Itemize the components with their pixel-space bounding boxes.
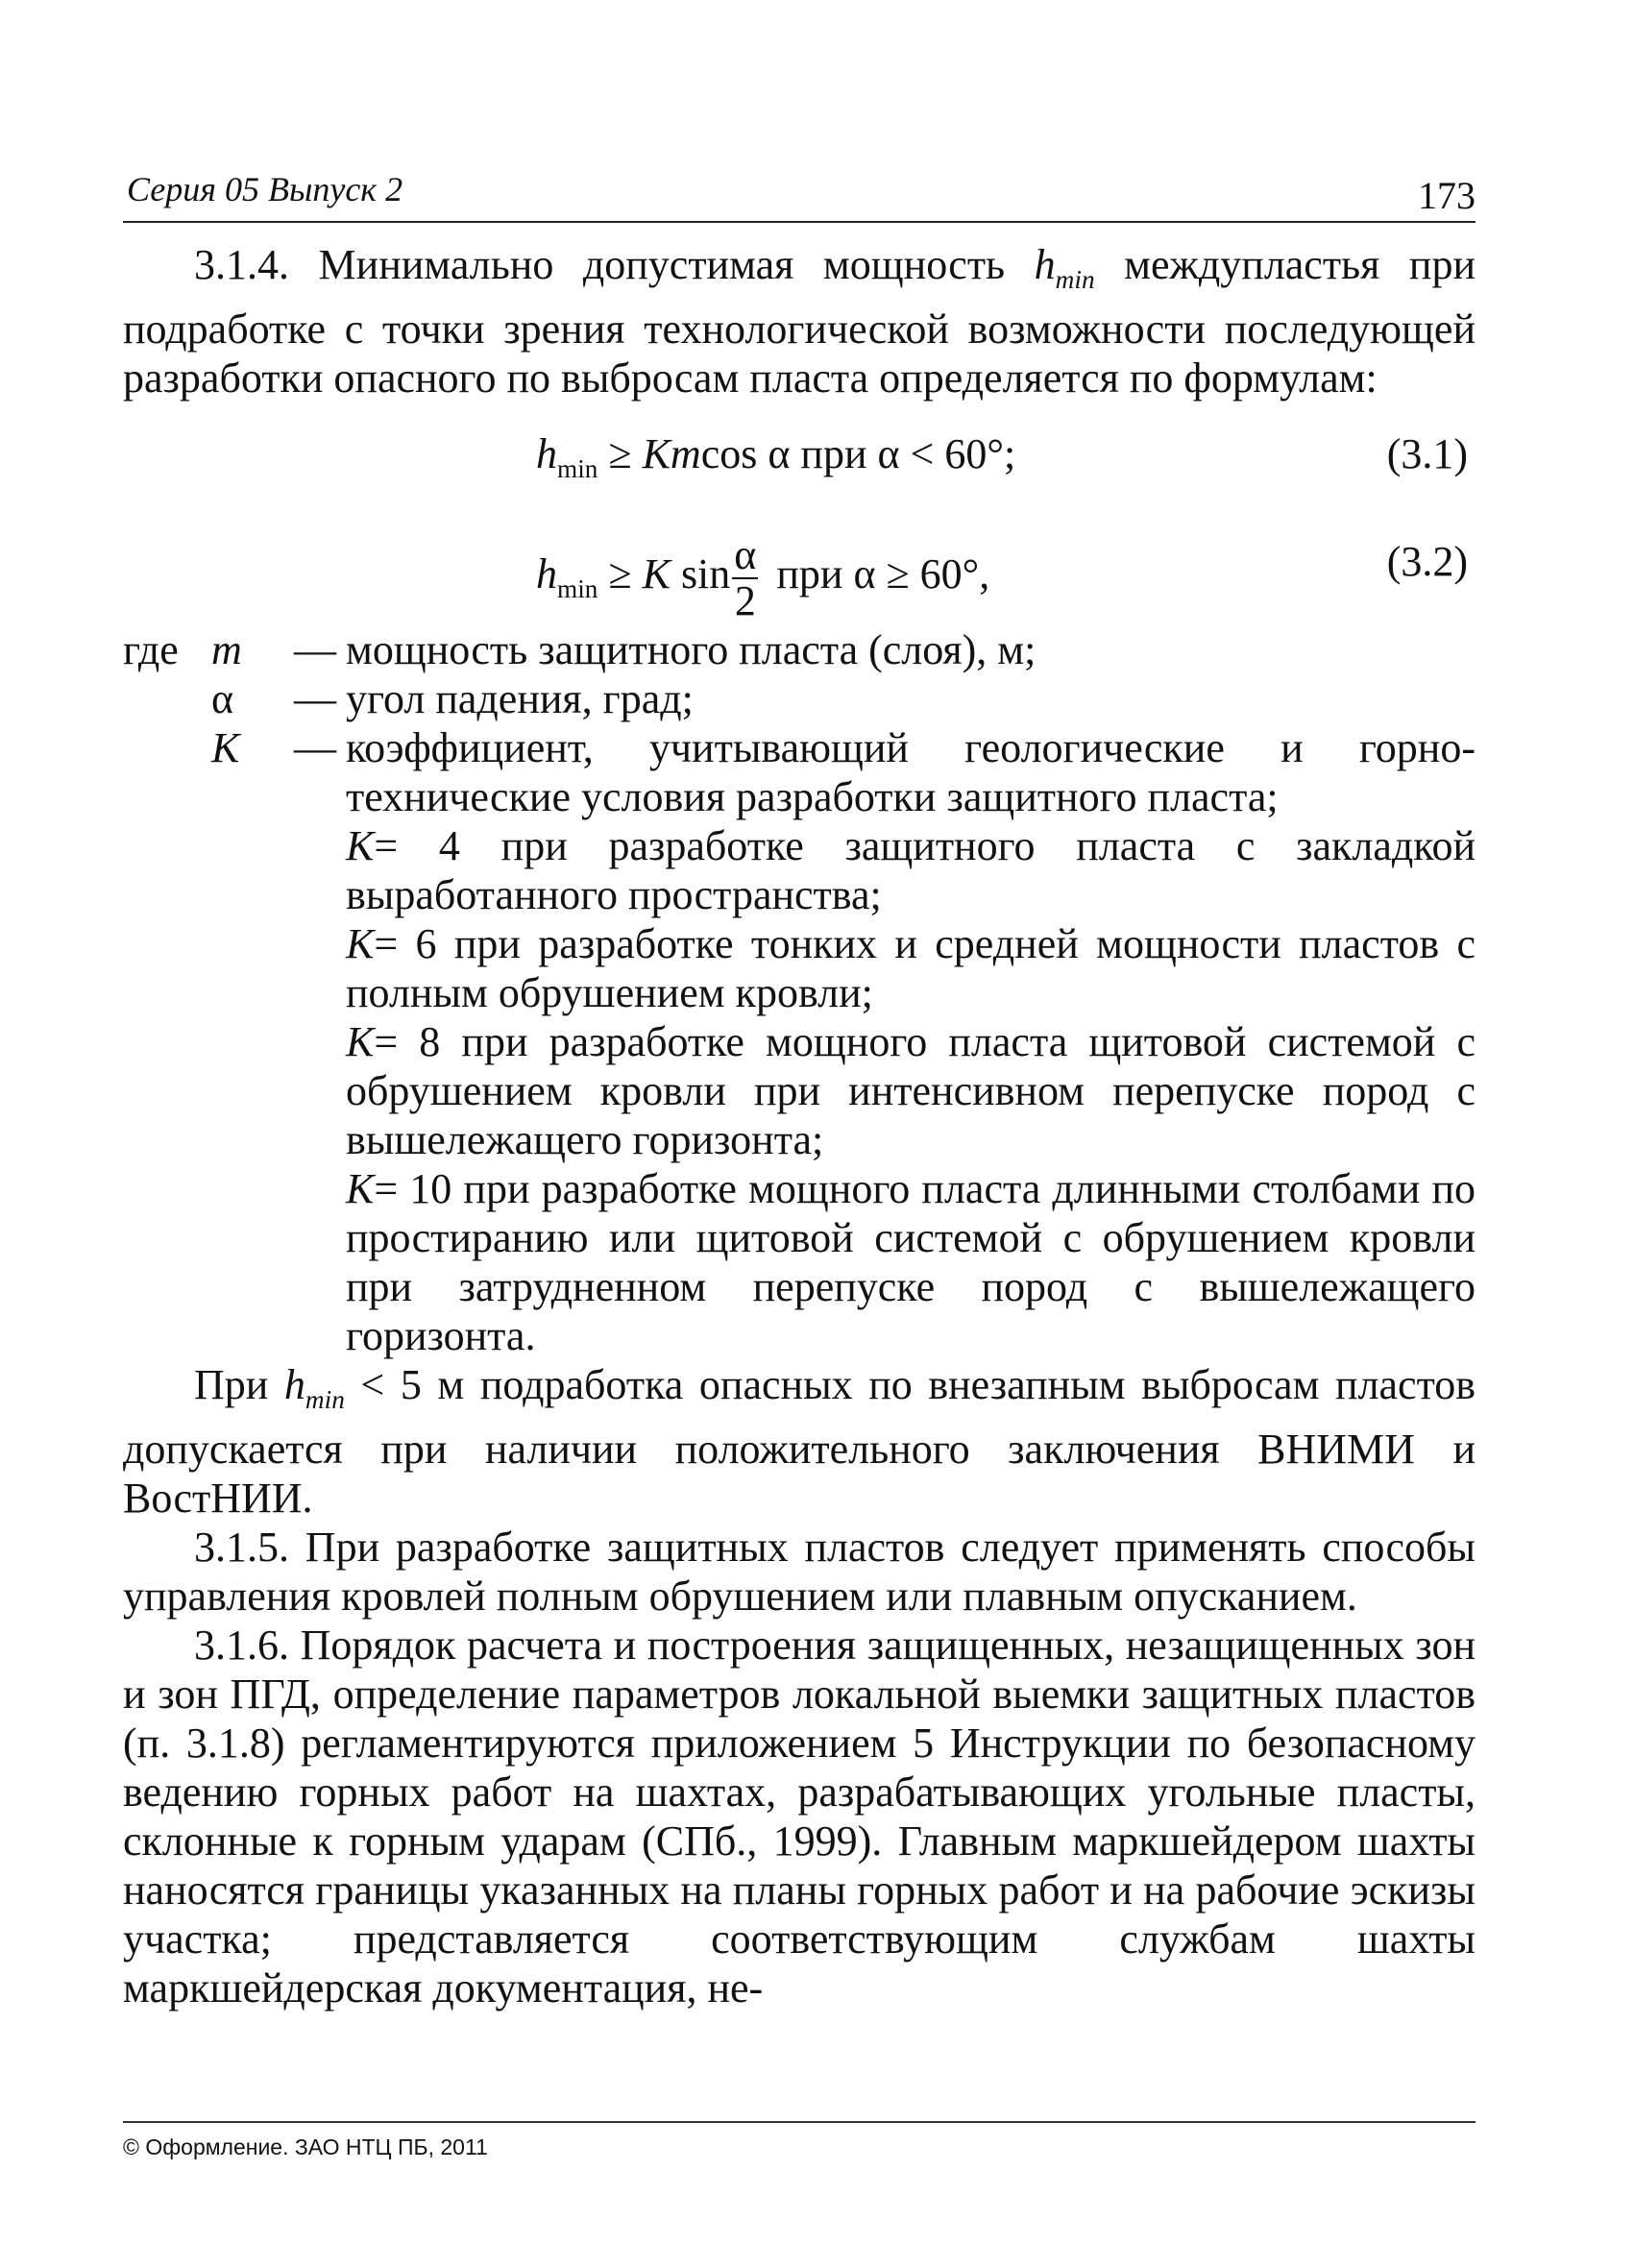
paragraph-text: междупластья при подработке с точки зрения технологической возможности последующей разработки опасного по выбросам пласта определяется по формулам: — [123, 241, 1475, 402]
where-label: где — [123, 625, 179, 673]
formula-number: (3.1) — [1386, 429, 1468, 477]
paragraph-note: При $h_{min} < 5$ м подработка опасных по внезапным выбросам пластов допускается при наличии положительного заключения ВНИМИ и ВостНИИ. — [123, 1360, 1476, 1522]
definition-text: угол падения, град; — [346, 674, 694, 722]
running-header — [123, 163, 1475, 223]
paragraph-3-1-5: 3.1.5. При разработке защитных пластов следует применять способы управления кровлей полным обрушением или плавным опусканием. — [123, 1523, 1475, 1620]
variable-h: $h_{min}$ — [1034, 241, 1095, 294]
k-value-10: K= 10 при разработке мощного пласта длинными столбами по простиранию или щитовой системой с обрушением кровли при затрудненном перепуске пород с вышележащего горизонта. — [346, 1164, 1475, 1359]
paragraph-3-1-4 — [123, 240, 1475, 402]
definition-k: K — коэффициент, учитывающий геологические и горно-технические условия разработки защитного пласта; — [211, 723, 1475, 820]
fraction: $\frac{\alpha}{2}$ — [734, 530, 757, 624]
k-value-6: K= 6 при разработке тонких и средней мощности пластов с полным обрушением кровли; — [346, 919, 1475, 1016]
formula-expression: $h_{min} \ge K$ sin $\frac{\alpha}{2}$ при α ≥ 60°, — [536, 530, 990, 624]
clause-number: 3.1.4. — [194, 241, 289, 288]
definition-text: мощность защитного пласта (слоя), м; — [346, 625, 1036, 673]
copyright-footer: © Оформление. ЗАО НТЦ ПБ, 2011 — [123, 2121, 1475, 2160]
k-value-8: K= 8 при разработке мощного пласта щитовой системой с обрушением кровли при интенсивном перепуске пород с вышележащего горизонта; — [346, 1017, 1475, 1163]
k-value-4: K= 4 при разработке защитного пласта с закладкой выработанного пространства; — [346, 821, 1475, 918]
definition-text: коэффициент, учитывающий геологические и горно-технические условия разработки защитного пласта; — [346, 723, 1475, 820]
paragraph-3-1-6: 3.1.6. Порядок расчета и построения защищенных, незащищенных зон и зон ПГД, определение параметров локальной выемки защитных пластов (п. 3.1.8) регламентируются приложением 5 Инструкции по безопасному ведению горных работ на шахтах, разрабатывающих угольные пласты, склонные к горным ударам (СПб., 1999). Главным маркшейдером шахты наносятся границы указанных на планы горных работ и на рабочие эскизы участка; представляется соответствующим службам шахты маркшейдерская документация, не- — [123, 1621, 1475, 2012]
series-title: Серия 05 Выпуск 2 — [127, 170, 403, 208]
formula-expression: $h_{min} \ge Kmcos$ α при α < 60°; — [536, 429, 1016, 483]
symbol: α — [211, 674, 234, 722]
definitions-list — [123, 625, 1475, 1360]
paragraph-text: Минимально допустимая мощность — [318, 241, 1006, 288]
formula-3-2 — [123, 508, 1475, 624]
formula-number: (3.2) — [1386, 537, 1468, 585]
definition-m: где m — мощность защитного пласта (слоя), м; — [123, 625, 1475, 674]
symbol: m — [211, 625, 242, 673]
page-body — [123, 240, 1475, 2012]
definition-alpha: α — угол падения, град; — [123, 674, 1475, 723]
page-number: 173 — [1418, 174, 1475, 217]
symbol: K — [211, 723, 240, 771]
variable-h: $h_{min}$ — [283, 1360, 345, 1414]
formula-3-1 — [123, 416, 1475, 499]
